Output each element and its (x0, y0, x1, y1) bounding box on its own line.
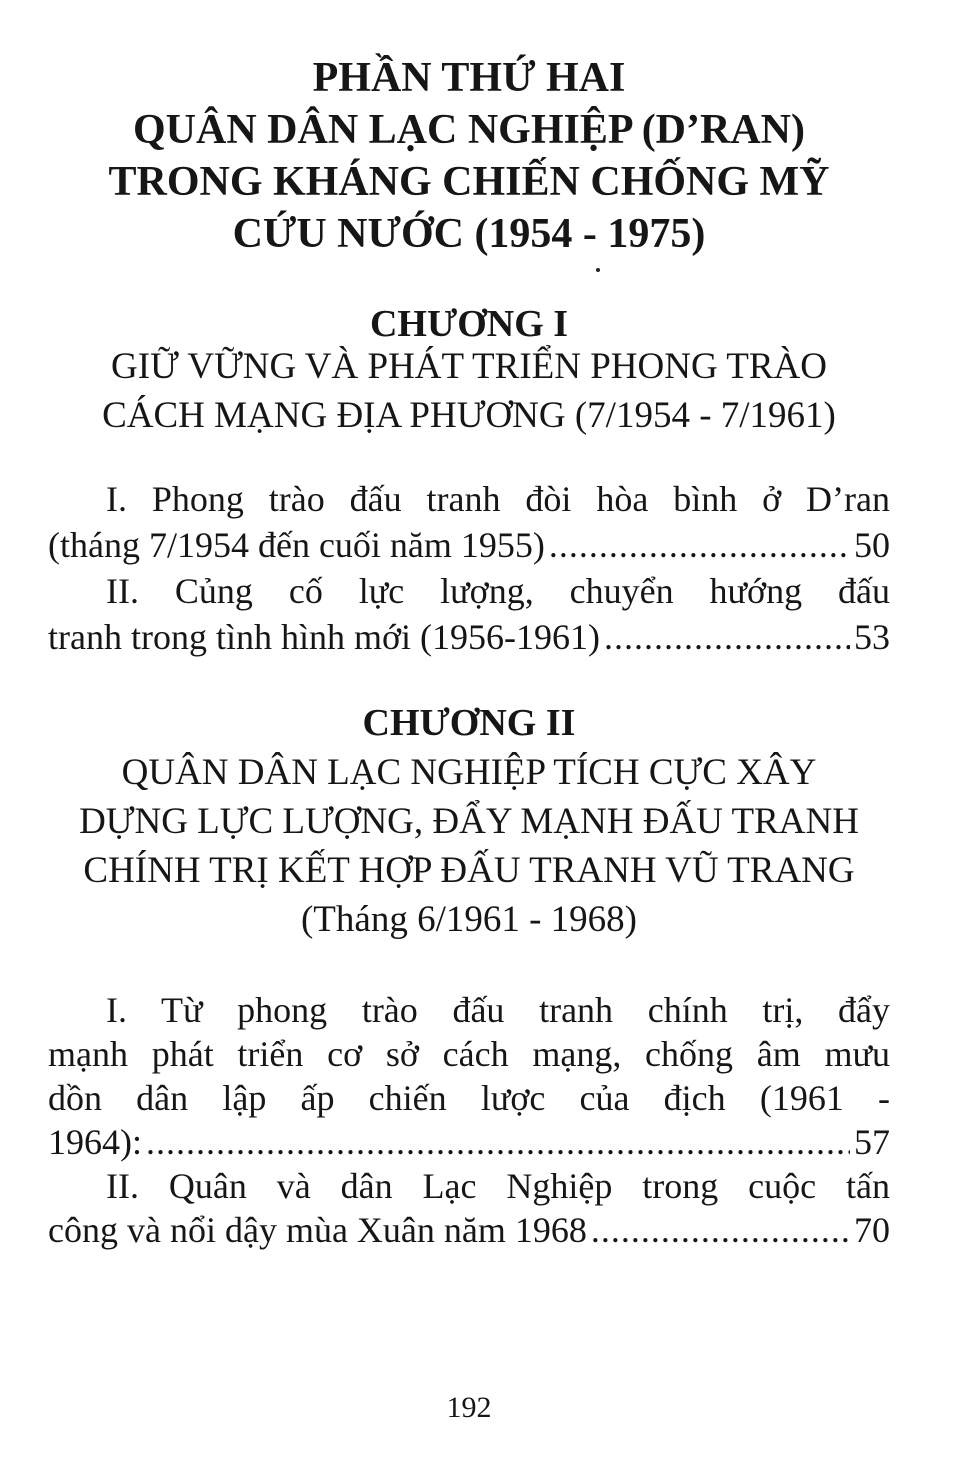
chapter-2-subtitle (48, 748, 890, 944)
toc-entry-text: I. Phong trào đấu tranh đòi hòa bình ở D’ran (106, 479, 890, 519)
chapter-1-subtitle-line: GIỮ VỮNG VÀ PHÁT TRIỂN PHONG TRÀO (111, 346, 827, 387)
part-title-line: QUÂN DÂN LẠC NGHIỆP (D’RAN) (133, 107, 805, 153)
dot-leader (549, 522, 850, 568)
toc-entry[interactable] (48, 1164, 890, 1252)
toc-entry-last-line (48, 614, 890, 660)
book-page (48, 0, 890, 1468)
toc-page-number: 57 (854, 1122, 890, 1162)
toc-entry[interactable] (48, 568, 890, 660)
toc-entry[interactable] (48, 988, 890, 1164)
toc-entry[interactable] (48, 476, 890, 568)
part-title-line: PHẦN THỨ HAI (312, 55, 626, 101)
chapter-2-heading: CHƯƠNG II (362, 702, 576, 744)
toc-page-number: 70 (854, 1210, 890, 1250)
toc-entry-text: II. Củng cố lực lượng, chuyển hướng đấu (106, 571, 890, 611)
toc-entry-text: 1964): (48, 1122, 142, 1162)
part-title (48, 52, 890, 260)
toc-entry-text: tranh trong tình hình mới (1956-1961) (48, 617, 600, 657)
toc-entry-text: I. Từ phong trào đấu tranh chính trị, đẩy (106, 990, 890, 1030)
chapter-2-subtitle-line: DỰNG LỰC LƯỢNG, ĐẨY MẠNH ĐẤU TRANH (79, 801, 859, 842)
part-title-line: CỨU NƯỚC (1954 - 1975) (232, 211, 706, 257)
chapter-1-toc (48, 476, 890, 660)
chapter-2-subtitle-line: QUÂN DÂN LẠC NGHIỆP TÍCH CỰC XÂY (121, 752, 817, 793)
toc-entry-text: mạnh phát triển cơ sở cách mạng, chống âm mưu (48, 1034, 890, 1074)
chapter-1-subtitle (48, 342, 890, 440)
ink-dot (596, 268, 600, 272)
chapter-2-subtitle-line: CHÍNH TRỊ KẾT HỢP ĐẤU TRANH VŨ TRANG (83, 850, 855, 891)
page-number: 192 (446, 1391, 492, 1424)
toc-entry-text: II. Quân và dân Lạc Nghiệp trong cuộc tấn (106, 1166, 890, 1206)
toc-entry-last-line (48, 1120, 890, 1164)
chapter-1-heading: CHƯƠNG I (369, 303, 569, 345)
toc-entry-last-line (48, 1208, 890, 1252)
toc-entry-last-line (48, 522, 890, 568)
toc-entry-text: (tháng 7/1954 đến cuối năm 1955) (48, 525, 545, 565)
chapter-2-subtitle-line: (Tháng 6/1961 - 1968) (300, 899, 638, 940)
toc-entry-text: dồn dân lập ấp chiến lược của địch (1961 - (48, 1078, 890, 1118)
toc-page-number: 50 (854, 525, 890, 565)
dot-leader (591, 1208, 850, 1252)
toc-page-number: 53 (854, 617, 890, 657)
part-title-line: TRONG KHÁNG CHIẾN CHỐNG MỸ (108, 159, 830, 205)
toc-entry-text: công và nổi dậy mùa Xuân năm 1968 (48, 1210, 587, 1250)
dot-leader (604, 614, 850, 660)
chapter-1-subtitle-line: CÁCH MẠNG ĐỊA PHƯƠNG (7/1954 - 7/1961) (102, 395, 836, 436)
dot-leader (146, 1120, 850, 1164)
chapter-2-toc (48, 988, 890, 1252)
